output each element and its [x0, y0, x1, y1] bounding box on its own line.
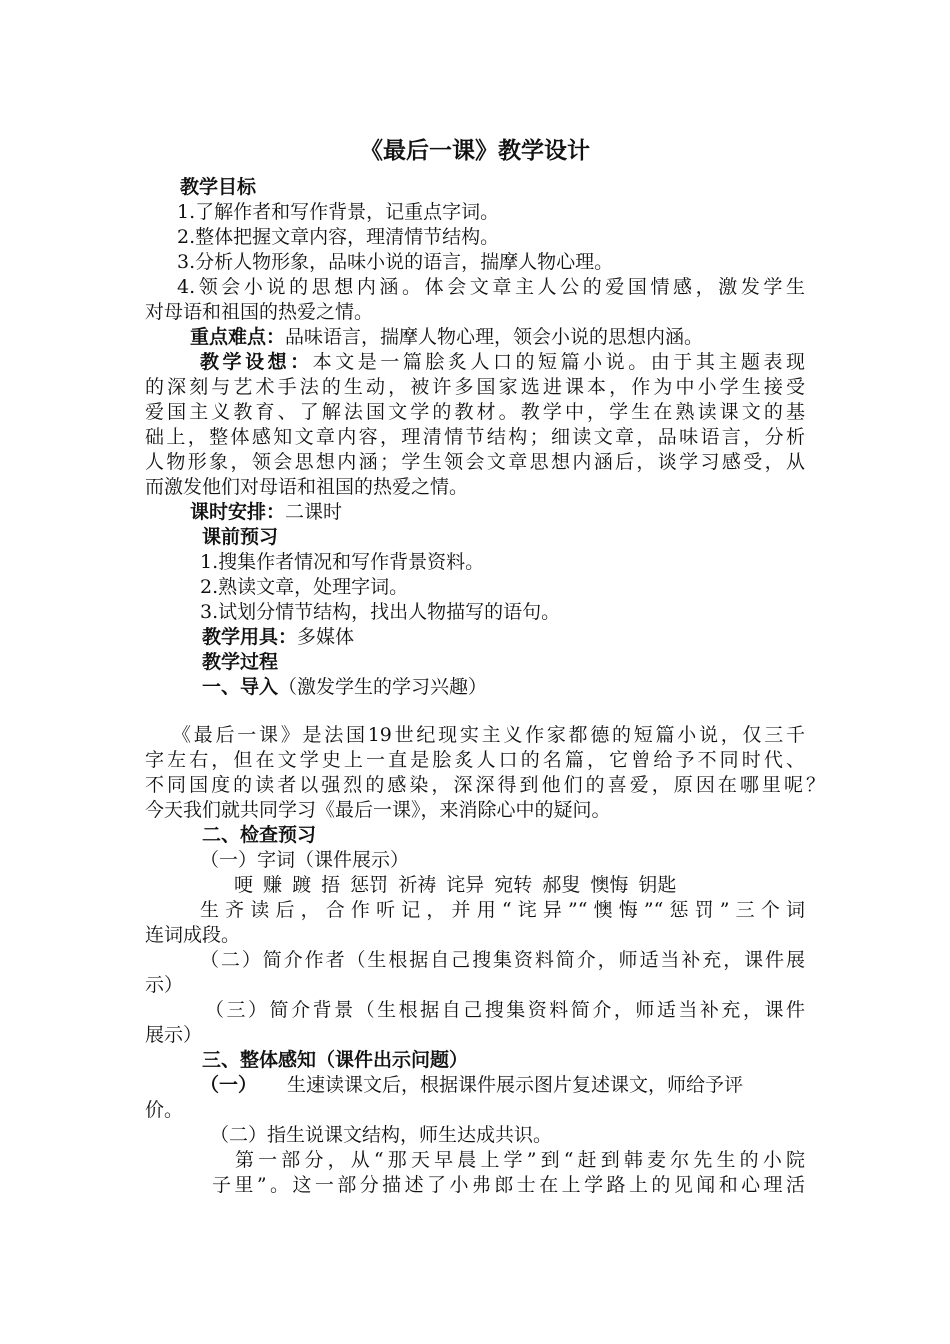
- part1-line: 子里”。这一部分描述了小弗郎士在上学路上的见闻和心理活: [212, 1174, 805, 1196]
- overall-item1-label: （一）: [200, 1074, 258, 1096]
- overall-item1-line: 价。: [145, 1099, 184, 1121]
- author-line: 示）: [145, 974, 184, 996]
- schedule-text: 二课时: [285, 501, 343, 523]
- background-line: 展示）: [145, 1024, 203, 1046]
- design-line: 的深刻与艺术手法的生动，被许多国家选进课本，作为中小学生接受: [145, 376, 805, 398]
- part1-line: 第一部分，从“那天早晨上学”到“赶到韩麦尔先生的小院: [235, 1149, 805, 1171]
- objectives-heading: 教学目标: [180, 176, 257, 198]
- intro-heading-line: [202, 675, 872, 699]
- intro-paragraph-line: 不同国度的读者以强烈的感染，深深得到他们的喜爱，原因在哪里呢？: [145, 774, 825, 796]
- objective-item: 3.分析人物形象，品味小说的语言，揣摩人物心理。: [177, 251, 614, 273]
- process-heading: 教学过程: [202, 651, 279, 673]
- intro-note: （激发学生的学习兴趣）: [278, 676, 488, 698]
- key-points: [190, 325, 860, 349]
- schedule-label: 课时安排：: [190, 501, 286, 523]
- tools-text: 多媒体: [297, 626, 355, 648]
- objective-item: 2.整体把握文章内容，理清情节结构。: [177, 226, 500, 248]
- key-points-text: 品味语言，揣摩人物心理，领会小说的思想内涵。: [285, 326, 704, 348]
- tools-label: 教学用具：: [202, 626, 298, 648]
- overall-item1-text: 生速读课文后，根据课件展示图片复述课文，师给予评: [287, 1074, 744, 1096]
- preview-item: 3.试划分情节结构，找出人物描写的语句。: [200, 601, 561, 623]
- design-line: 爱国主义教育、了解法国文学的教材。教学中，学生在熟读课文的基: [145, 401, 805, 423]
- preview-item: 1.搜集作者情况和写作背景资料。: [200, 551, 485, 573]
- objective-item: 4.领会小说的思想内涵。体会文章主人公的爱国情感，激发学生: [177, 276, 805, 298]
- preview-item: 2.熟读文章，处理字词。: [200, 576, 409, 598]
- intro-paragraph-line: 《最后一课》是法国19世纪现实主义作家都德的短篇小说，仅三千: [172, 724, 805, 746]
- design-label: 教学设想：: [200, 351, 313, 373]
- design-line: 人物形象，领会思想内涵；学生领会文章思想内涵后，谈学习感受，从: [145, 451, 805, 473]
- overall-item1-line: [200, 1073, 805, 1097]
- intro-paragraph-line: 字左右，但在文学史上一直是脍炙人口的名篇，它曾给予不同时代、: [145, 749, 805, 771]
- schedule: [190, 500, 860, 524]
- design-line: 础上，整体感知文章内容，理清情节结构；细读文章，品味语言，分析: [145, 426, 805, 448]
- intro-heading: 一、导入: [202, 676, 279, 698]
- words-task-line: 生齐读后，合作听记，并用“诧异”“懊悔”“惩罚”三个词: [200, 899, 805, 921]
- overall-heading: 三、整体感知（课件出示问题）: [202, 1049, 469, 1071]
- vocabulary-list: 哽 赚 踱 捂 惩罚 祈祷 诧异 宛转 郝叟 懊悔 钥匙: [234, 874, 677, 896]
- design-line: 而激发他们对母语和祖国的热爱之情。: [145, 476, 469, 498]
- design-first-line: [200, 350, 805, 374]
- objective-item: 对母语和祖国的热爱之情。: [145, 301, 374, 323]
- intro-paragraph-line: 今天我们就共同学习《最后一课》，来消除心中的疑问。: [145, 799, 611, 821]
- words-task-line: 连词成段。: [145, 924, 241, 946]
- check-heading: 二、检查预习: [202, 824, 317, 846]
- preview-heading: 课前预习: [202, 526, 279, 548]
- document-title: 《最后一课》教学设计: [360, 137, 590, 164]
- overall-item2: （二）指生说课文结构，师生达成共识。: [210, 1124, 553, 1146]
- design-text: 本文是一篇脍炙人口的短篇小说。由于其主题表现: [312, 351, 805, 373]
- key-points-label: 重点难点：: [190, 326, 286, 348]
- background-line: （三）简介背景（生根据自己搜集资料简介，师适当补充，课件: [205, 999, 805, 1021]
- tools: [202, 625, 872, 649]
- author-line: （二）简介作者（生根据自己搜集资料简介，师适当补充，课件展: [200, 949, 805, 971]
- objective-item: 1.了解作者和写作背景，记重点字词。: [177, 201, 500, 223]
- words-heading: （一）字词（课件展示）: [200, 849, 410, 871]
